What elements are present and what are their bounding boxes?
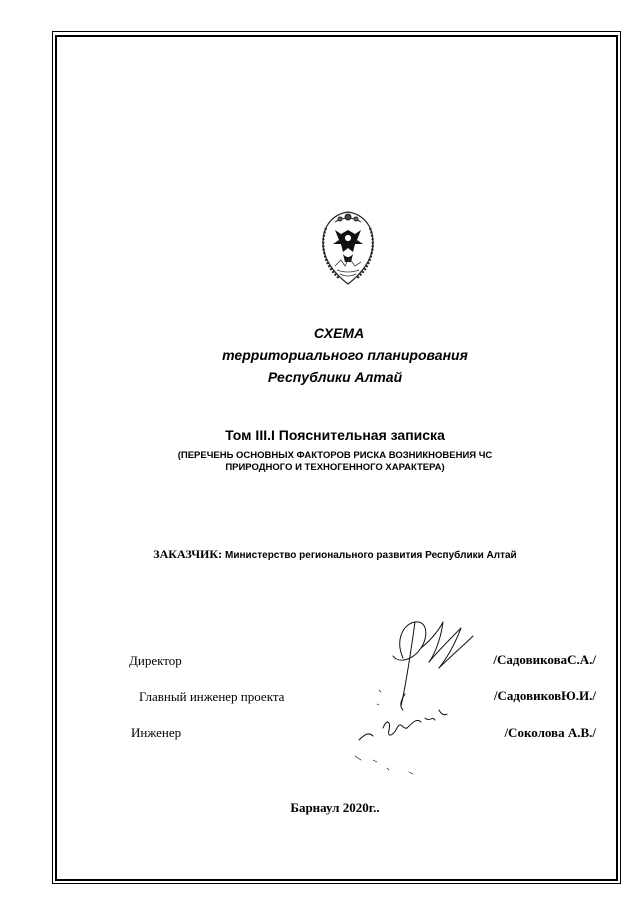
signatory-role-director: Директор bbox=[129, 653, 182, 668]
signatory-name-engineer: /Соколова А.В./ bbox=[504, 725, 596, 740]
document-title-line-3: Республики Алтай bbox=[267, 369, 403, 385]
document-title-line-2: территориального планирования bbox=[222, 347, 468, 363]
signatory-role-chief-engineer: Главный инженер проекта bbox=[139, 689, 285, 704]
signatory-name-director: /СадовиковаС.А./ bbox=[493, 652, 596, 667]
volume-heading: Том III.I Пояснительная записка bbox=[225, 427, 445, 443]
signatory-name-chief-engineer: /СадовиковЮ.И./ bbox=[493, 688, 596, 703]
place-and-year: Барнаул 2020г.. bbox=[290, 800, 380, 815]
handwritten-signature bbox=[343, 610, 483, 785]
customer-label: ЗАКАЗЧИК: bbox=[153, 547, 223, 561]
signatory-role-engineer: Инженер bbox=[131, 725, 182, 740]
volume-subtitle bbox=[60, 450, 610, 474]
coat-of-arms-icon bbox=[313, 208, 383, 288]
document-title-line-1: СХЕМА bbox=[313, 325, 365, 341]
customer-line bbox=[60, 547, 610, 562]
volume-subtitle-line-2: ПРИРОДНОГО И ТЕХНОГЕННОГО ХАРАКТЕРА) bbox=[225, 462, 445, 473]
volume-subtitle-line-1: (ПЕРЕЧЕНЬ ОСНОВНЫХ ФАКТОРОВ РИСКА ВОЗНИКНОВЕНИЯ ЧС bbox=[177, 450, 493, 461]
customer-value: Министерство регионального развития Республики Алтай bbox=[225, 550, 517, 561]
